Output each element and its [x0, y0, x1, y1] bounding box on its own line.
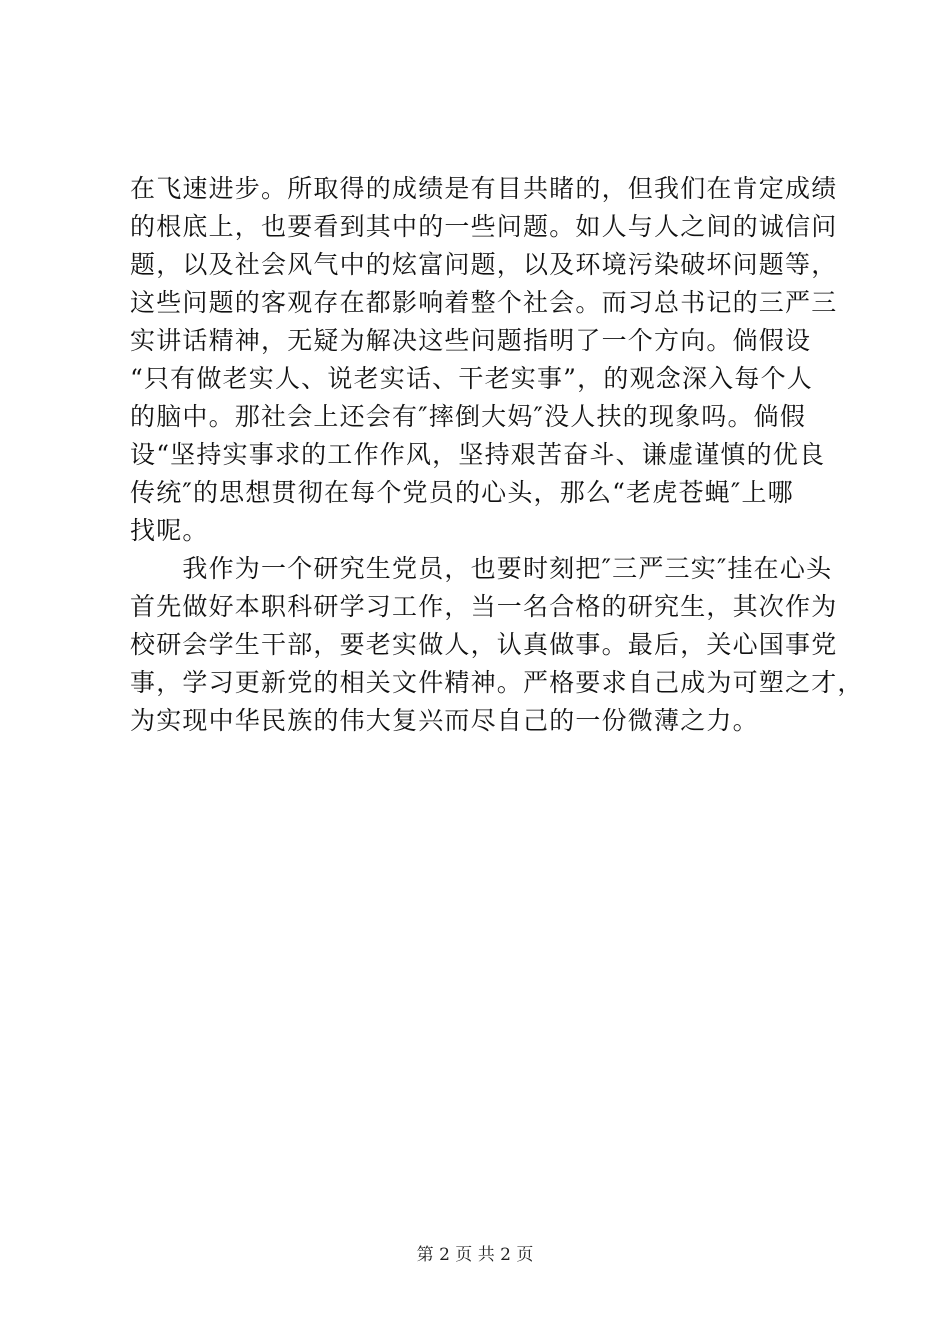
text-line: 这些问题的客观存在都影响着整个社会。而习总书记的三严三 [130, 288, 838, 317]
text-line: 校研会学生干部，要老实做人，认真做事。最后，关心国事党 [130, 630, 838, 659]
text-line: 题，以及社会风气中的炫富问题，以及环境污染破坏问题等， [130, 250, 838, 279]
document-body [130, 170, 864, 740]
text-line: 事，学习更新党的相关文件精神。严格要求自己成为可塑之才， [130, 668, 864, 697]
text-line: 首先做好本职科研学习工作，当一名合格的研究生，其次作为 [130, 592, 838, 621]
text-line: 设“坚持实事求的工作作风，坚持艰苦奋斗、谦虚谨慎的优良 [130, 440, 826, 469]
text-line: 传统″的思想贯彻在每个党员的心头，那么“老虎苍蝇″上哪 [130, 478, 794, 507]
text-line: 实讲话精神，无疑为解决这些问题指明了一个方向。倘假设 [130, 326, 812, 355]
text-line: 我作为一个研究生党员，也要时刻把″三严三实″挂在心头 [130, 554, 833, 583]
page-number-footer: 第 2 页 共 2 页 [416, 1245, 534, 1265]
text-line: 的根底上，也要看到其中的一些问题。如人与人之间的诚信问 [130, 212, 838, 241]
text-line: 找呢。 [130, 516, 209, 545]
text-line: 在飞速进步。所取得的成绩是有目共睹的，但我们在肯定成绩 [130, 174, 838, 203]
text-line: “只有做老实人、说老实话、干老实事”，的观念深入每个人 [130, 364, 813, 393]
text-line: 为实现中华民族的伟大复兴而尽自己的一份微薄之力。 [130, 706, 759, 735]
text-line: 的脑中。那社会上还会有″摔倒大妈″没人扶的现象吗。倘假 [130, 402, 807, 431]
